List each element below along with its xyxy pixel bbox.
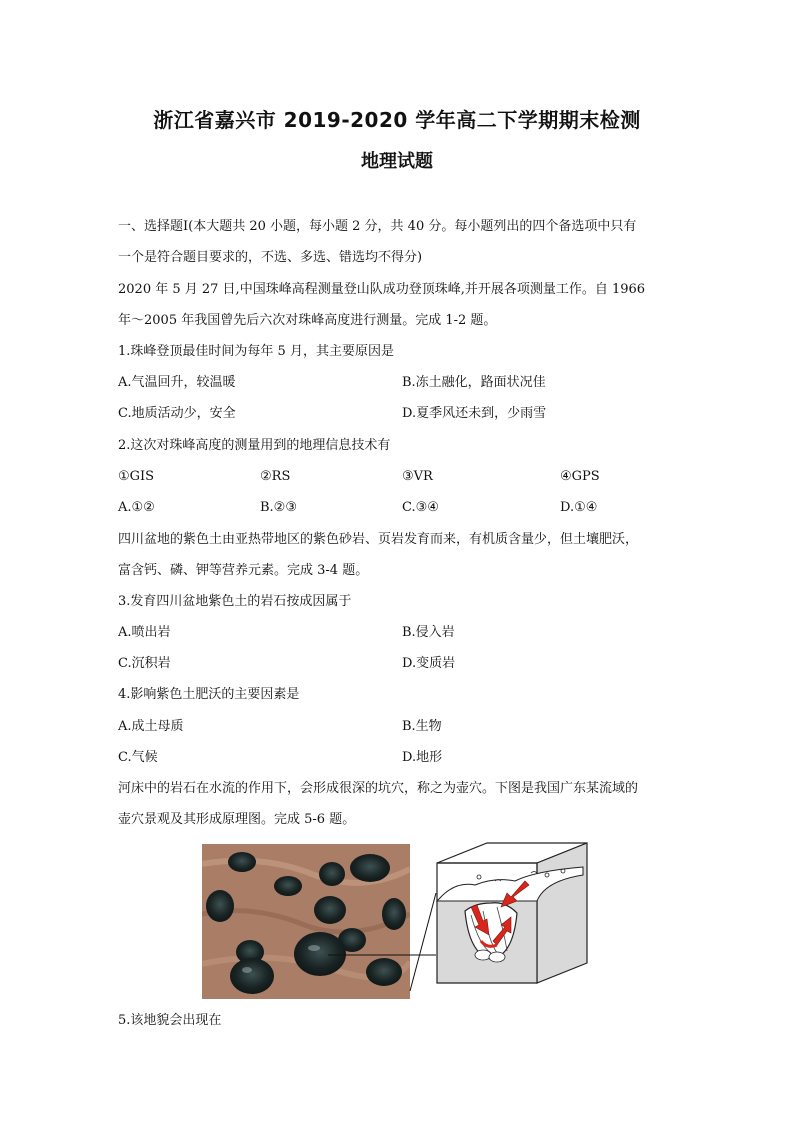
q2-option-b: B.②③ <box>260 500 297 515</box>
pothole-figure <box>200 841 588 1001</box>
q1-option-d: D.夏季风还未到，少雨雪 <box>402 406 547 421</box>
q4-option-d: D.地形 <box>402 750 443 765</box>
q2-item-3: ③VR <box>402 469 433 484</box>
q4-option-a: A.成土母质 <box>118 719 184 734</box>
question-1-stem: 1.珠峰登顶最佳时间为每年 5 月，其主要原因是 <box>118 344 394 359</box>
q2-item-2: ②RS <box>260 469 291 484</box>
q3-option-b: B.侵入岩 <box>402 625 455 640</box>
q4-option-b: B.生物 <box>402 719 442 734</box>
q2-option-a: A.①② <box>118 500 155 515</box>
passage1-line1: 2020 年 5 月 27 日,中国珠峰高程测量登山队成功登顶珠峰,并开展各项测量工作。自 1966 <box>118 282 646 297</box>
page-title: 浙江省嘉兴市 2019-2020 学年高二下学期期末检测 <box>153 108 641 132</box>
pointer-lines <box>200 841 440 1001</box>
question-4-stem: 4.影响紫色土肥沃的主要因素是 <box>118 687 300 702</box>
passage2-line2: 富含钙、磷、钾等营养元素。完成 3-4 题。 <box>118 563 369 578</box>
q2-item-1: ①GIS <box>118 469 155 484</box>
passage1-line2: 年～2005 年我国曾先后六次对珠峰高度进行测量。完成 1-2 题。 <box>118 313 497 328</box>
q4-option-c: C.气候 <box>118 750 158 765</box>
section-instructions-line2: 一个是符合题目要求的，不选、多选、错选均不得分) <box>118 250 423 265</box>
q3-option-d: D.变质岩 <box>402 656 456 671</box>
q1-option-b: B.冻土融化，路面状况佳 <box>402 375 546 390</box>
q3-option-c: C.沉积岩 <box>118 656 171 671</box>
pothole-formation-diagram <box>435 841 590 1001</box>
question-2-stem: 2.这次对珠峰高度的测量用到的地理信息技术有 <box>118 438 391 453</box>
section-instructions-line1: 一、选择题Ⅰ(本大题共 20 小题，每小题 2 分，共 40 分。每小题列出的四个备选项中只有 <box>118 219 637 234</box>
page-subtitle: 地理试题 <box>361 151 433 172</box>
passage2-line1: 四川盆地的紫色土由亚热带地区的紫色砂岩、页岩发育而来，有机质含量少，但土壤肥沃， <box>118 532 639 547</box>
q1-option-a: A.气温回升，较温暖 <box>118 375 236 390</box>
q1-option-c: C.地质活动少，安全 <box>118 406 236 421</box>
passage3-line1: 河床中的岩石在水流的作用下，会形成很深的坑穴，称之为壶穴。下图是我国广东某流域的 <box>118 781 639 796</box>
question-3-stem: 3.发育四川盆地紫色土的岩石按成因属于 <box>118 594 352 609</box>
q2-option-d: D.①④ <box>560 500 598 515</box>
question-5-stem: 5.该地貌会出现在 <box>118 1013 222 1028</box>
q2-option-c: C.③④ <box>402 500 439 515</box>
q3-option-a: A.喷出岩 <box>118 625 171 640</box>
passage3-line2: 壶穴景观及其形成原理图。完成 5-6 题。 <box>118 812 356 827</box>
q2-item-4: ④GPS <box>560 469 600 484</box>
